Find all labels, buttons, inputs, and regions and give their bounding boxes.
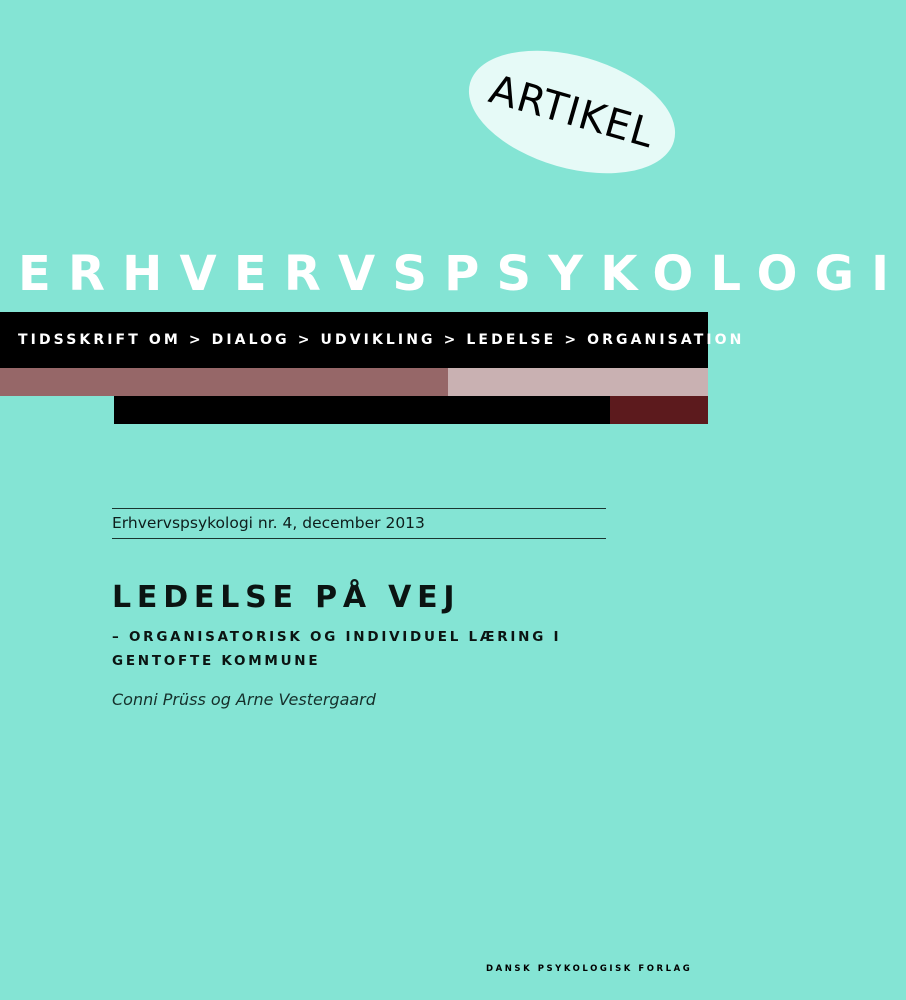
article-authors: Conni Prüss og Arne Vestergaard bbox=[112, 690, 376, 709]
artikel-badge-label: ARTIKEL bbox=[484, 66, 660, 158]
journal-masthead-title: ERHVERVSPSYKOLOGI bbox=[18, 246, 906, 302]
article-subtitle-line-1: – ORGANISATORISK OG INDIVIDUEL LÆRING I bbox=[112, 629, 562, 645]
decorative-bar-rose bbox=[0, 368, 448, 396]
issue-rule-bottom bbox=[112, 538, 606, 539]
article-title: LEDELSE PÅ VEJ bbox=[112, 580, 461, 615]
decorative-bar-black bbox=[114, 396, 610, 424]
decorative-bar-pink bbox=[448, 368, 708, 396]
article-subtitle-line-2: GENTOFTE KOMMUNE bbox=[112, 653, 321, 669]
artikel-badge bbox=[455, 29, 690, 195]
issue-line: Erhvervspsykologi nr. 4, december 2013 bbox=[112, 514, 425, 532]
article-subtitle bbox=[112, 625, 612, 673]
publisher-name: DANSK PSYKOLOGISK FORLAG bbox=[486, 964, 693, 974]
journal-tagline: TIDSSKRIFT OM > DIALOG > UDVIKLING > LEDELSE > ORGANISATION bbox=[18, 332, 745, 348]
issue-rule-top bbox=[112, 508, 606, 509]
decorative-bar-maroon bbox=[610, 396, 708, 424]
